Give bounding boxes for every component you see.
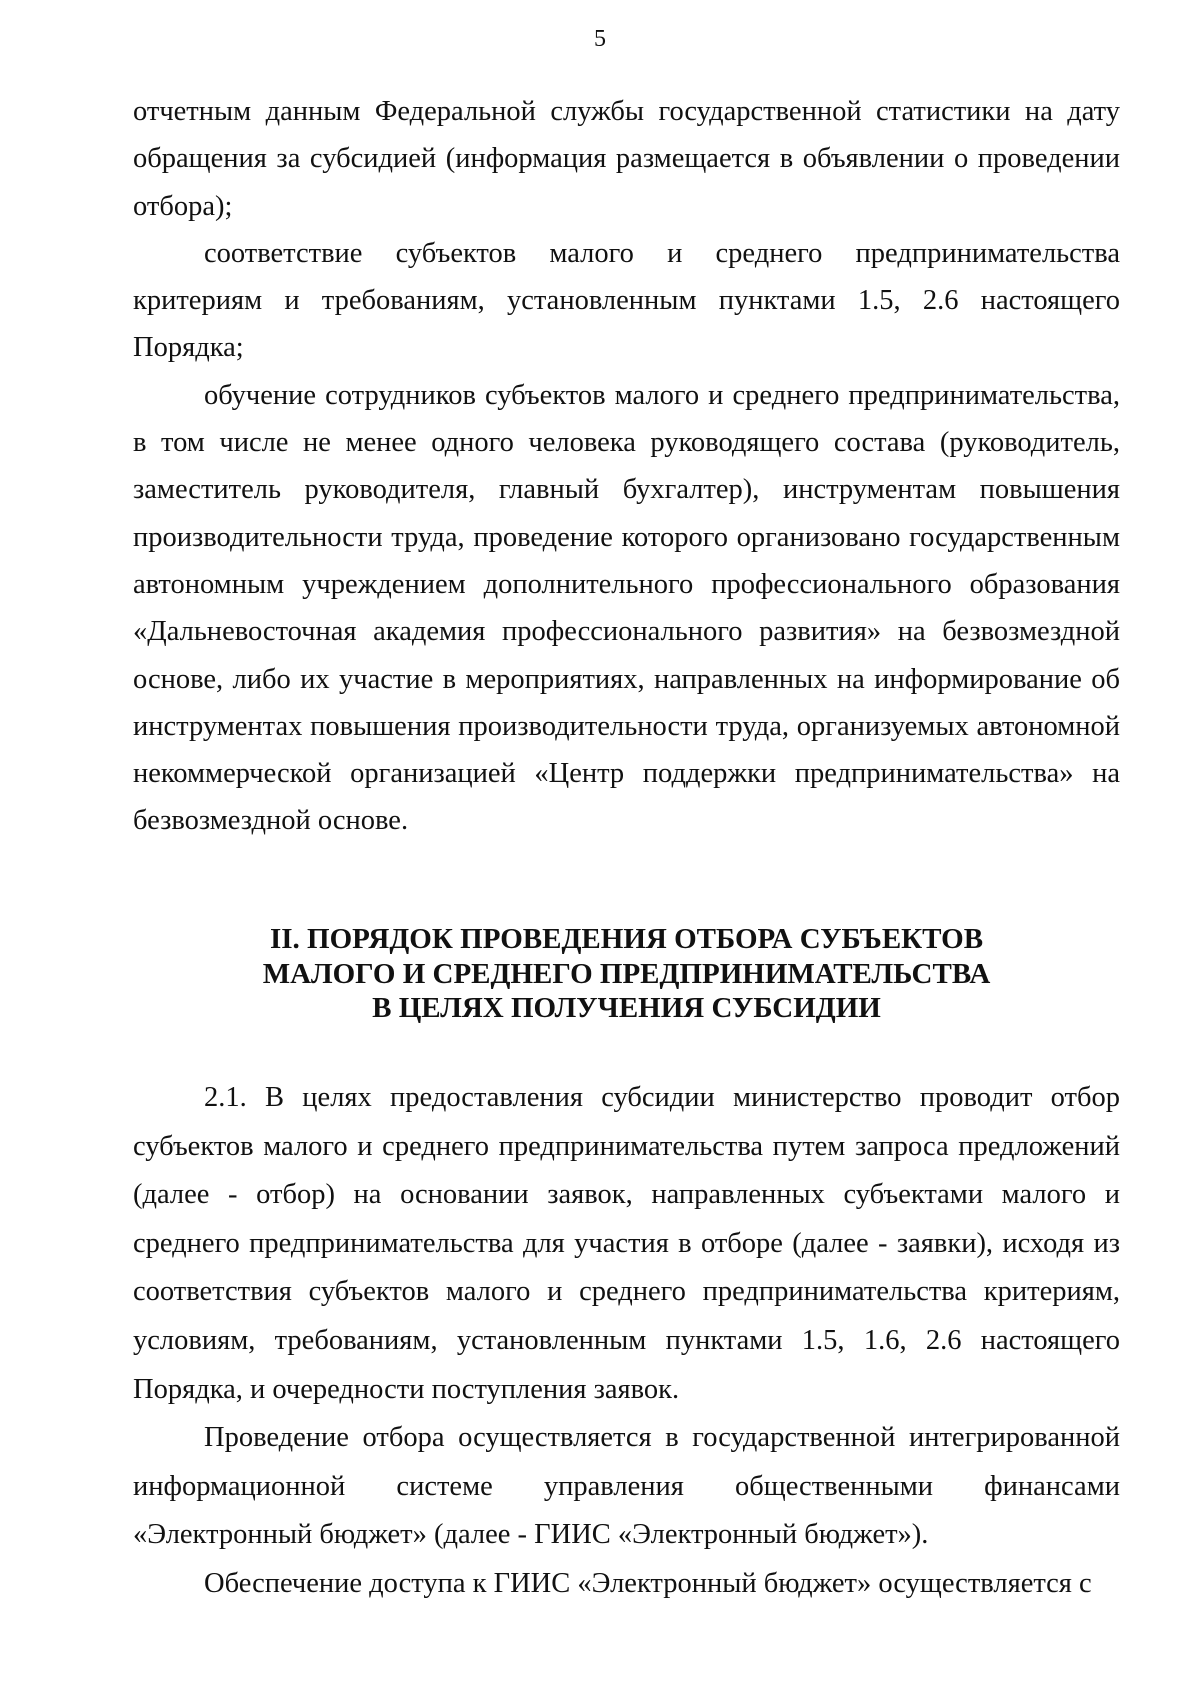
paragraph-staff-training: обучение сотрудников субъектов малого и среднего предпринимательства, в том числе не менее одного человека руководящего состава (руководитель, заместитель руководителя, главный бухгалтер), инструментам повышения производительности труда, проведение которого организовано государственным автономным учреждением дополнительного профессионального образования «Дальневосточная академия профессионального развития» на безвозмездной основе, либо их участие в мероприятиях, направленных на информирование об инструментах повышения производительности труда, организуемых автономной некоммерческой организацией «Центр поддержки предпринимательства» на безвозмездной основе. (133, 379, 1120, 837)
section-heading-line-3: В ЦЕЛЯХ ПОЛУЧЕНИЯ СУБСИДИИ (372, 992, 881, 1024)
paragraph-access: Обеспечение доступа к ГИИС «Электронный бюджет» осуществляется с (204, 1567, 1092, 1599)
paragraph-statistics-data: отчетным данным Федеральной службы государственной статистики на дату обращения за субсидией (информация размещается в объявлении о проведении отбора); (133, 96, 1120, 222)
page-number: 5 (594, 26, 606, 52)
paragraph-criteria-compliance: соответствие субъектов малого и среднего предпринимательства критериям и требованиям, установленным пунктами 1.5, 2.6 настоящего Порядка; (133, 237, 1120, 364)
section-heading-line-1: II. ПОРЯДОК ПРОВЕДЕНИЯ ОТБОРА СУБЪЕКТОВ (269, 923, 984, 955)
paragraph-2-1: 2.1. В целях предоставления субсидии министерство проводит отбор субъектов малого и среднего предпринимательства путем запроса предложений (далее - отбор) на основании заявок, направленных субъектами малого и среднего предпринимательства для участия в отборе (далее - заявки), исходя из соответствия субъектов малого и среднего предпринимательства критериям, условиям, требованиям, установленным пунктами 1.5, 1.6, 2.6 настоящего Порядка, и очередности поступления заявок. (133, 1082, 1120, 1405)
text-block-selection-procedure (133, 1074, 1120, 1609)
text-block-criteria (133, 88, 1120, 845)
section-heading (133, 922, 1120, 1026)
paragraph-electronic-budget: Проведение отбора осуществляется в государственной интегрированной информационной системе управления общественными финансами «Электронный бюджет» (далее - ГИИС «Электронный бюджет»). (133, 1422, 1120, 1551)
section-heading-line-2: МАЛОГО И СРЕДНЕГО ПРЕДПРИНИМАТЕЛЬСТВА (262, 957, 991, 990)
